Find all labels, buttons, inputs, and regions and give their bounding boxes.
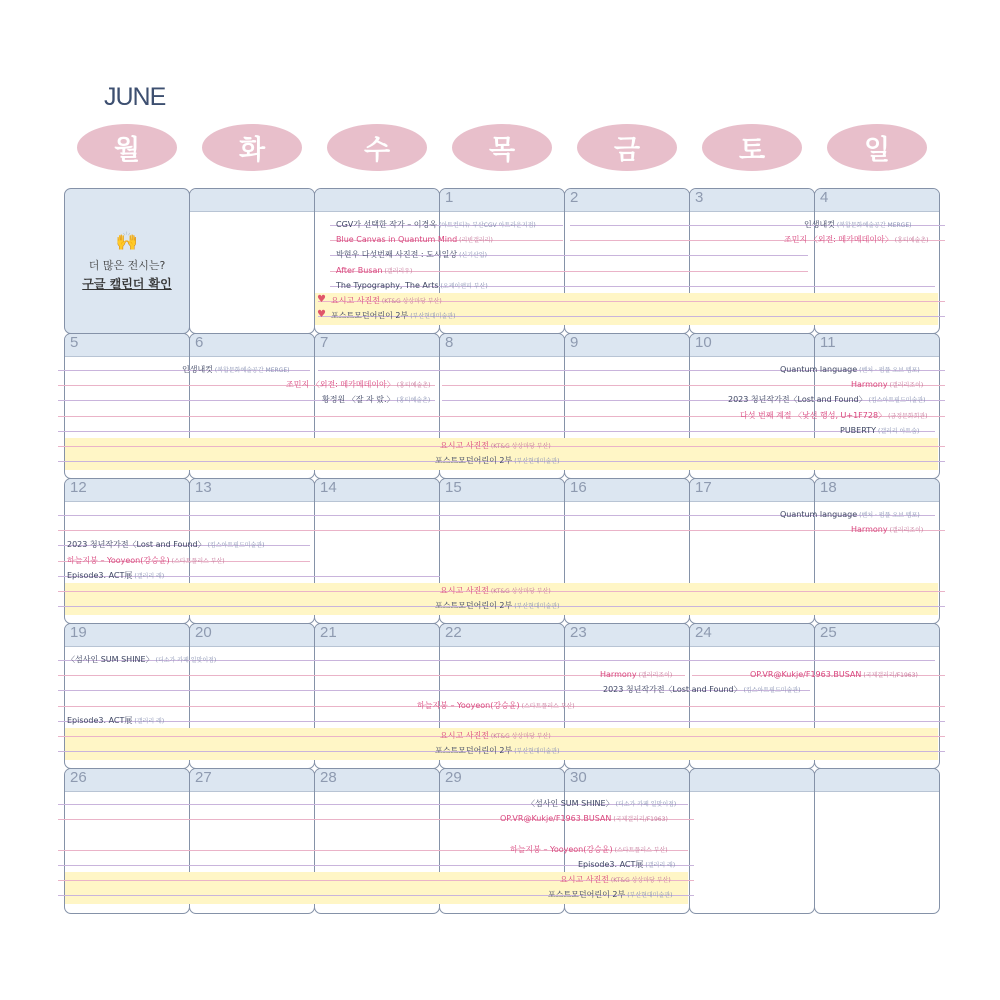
event-span-line [58,675,685,676]
weekday-thu: 목 [452,124,552,171]
day-number: 2 [570,189,579,206]
event-label[interactable] [440,586,551,597]
event-label[interactable] [527,799,676,810]
day-number: 25 [820,624,837,641]
heart-icon: ♥ [317,309,326,321]
heart-icon: ♥ [317,294,326,305]
event-label[interactable] [780,510,920,521]
event-title: Episode3. ACT展 [67,570,133,580]
event-label[interactable] [560,875,671,886]
event-venue: (갤러리 아트숨) [877,427,920,435]
event-label[interactable] [851,525,923,536]
event-span-line [58,530,945,531]
event-title: 인생내컷 [182,365,213,374]
event-label[interactable] [784,235,928,246]
event-venue: (갤러리 래) [134,717,165,725]
event-label[interactable] [728,395,925,406]
day-number: 1 [445,189,454,206]
event-label[interactable] [435,601,559,612]
event-venue: (KT&G 상상마당 부산) [610,877,671,884]
day-number: 21 [320,624,337,641]
event-label[interactable] [336,220,536,231]
event-label[interactable] [440,441,551,452]
day-number: 7 [320,334,329,351]
day-number: 26 [70,769,87,786]
event-title: 포스트모던어린이 2부 [435,601,513,611]
event-label[interactable] [67,716,164,727]
event-span-line [58,431,935,432]
day-header [190,189,314,212]
day-cell [189,188,315,334]
event-title: 〈섬사인 SUM SHINE〉 [527,799,614,808]
event-venue: (갤러리조이) [889,382,924,390]
day-number: 4 [820,189,829,206]
event-label[interactable] [740,411,928,422]
day-header [815,769,939,792]
event-label[interactable] [578,860,675,871]
day-header [690,769,814,792]
event-venue: (스타트플러스 부산) [171,557,225,565]
event-title: Episode3. ACT展 [578,859,644,869]
day-number: 22 [445,624,462,641]
weekday-sun: 일 [827,124,927,171]
event-label[interactable] [500,814,668,825]
event-label[interactable] [851,380,923,391]
day-number: 20 [195,624,212,641]
event-label[interactable] [286,380,430,391]
event-venue: (스타트플러스 부산) [614,846,668,854]
event-title: 인생내컷 [804,220,835,229]
day-number: 29 [445,769,462,786]
event-venue: (부산현대미술관) [514,748,560,756]
event-title: 〈섬사인 SUM SHINE〉 [67,655,154,664]
event-label[interactable] [336,235,493,246]
event-label[interactable] [780,365,920,376]
event-title: 박현우 다섯번째 사진전 : 도시일상 [336,250,458,260]
event-title: 하늘지붕 – Yooyeon(강승윤) [510,844,613,854]
event-venue: (KT&G 상상마당 부산) [490,733,551,740]
day-number: 12 [70,479,87,496]
event-title: 2023 청년작가전〈Lost and Found〉 [603,685,742,695]
event-label[interactable] [600,670,672,681]
day-header [565,189,689,212]
event-title: OP.VR@Kukje/F1963.BUSAN [750,670,862,680]
event-venue: (국제갤러리/F1963) [863,672,918,680]
event-venue: (스타트플러스 부산) [521,702,575,710]
event-label[interactable] [336,250,487,261]
day-number: 9 [570,334,579,351]
event-title: 요시고 사진전 [560,875,609,884]
event-venue: (부산현대미술관) [514,458,560,466]
day-cell [689,768,815,914]
day-header [440,334,564,357]
event-venue: (부산현대미술관) [514,603,560,611]
event-venue: (벤처 · 펌플 오브 템포) [859,512,920,519]
event-label[interactable] [750,670,918,681]
event-label[interactable] [840,426,919,437]
event-label[interactable] [417,701,575,712]
promo-question: 더 많은 전시는? [88,259,166,272]
event-title: 황정원 〈잘 자 랐.〉 [322,395,395,405]
event-venue: (홍티예술촌) [396,397,431,405]
weekday-mon: 월 [77,124,177,171]
event-venue: (벤처 · 펌플 오브 템포) [859,367,920,374]
event-venue: (아트컨티뉴 부산CGV 아트라운지점) [438,222,536,229]
event-title: 하늘지붕 – Yooyeon(강승윤) [417,700,520,710]
day-header [315,334,439,357]
day-number: 15 [445,479,462,496]
event-title: 2023 청년작가전〈Lost and Found〉 [728,395,867,405]
event-title: 요시고 사진전 [331,296,380,305]
day-header [815,189,939,212]
event-title: 요시고 사진전 [440,731,489,740]
event-venue: (갤러리조이) [638,672,673,680]
event-venue: (KT&G 상상마당 부산) [490,443,551,450]
day-number: 28 [320,769,337,786]
event-title: 하늘지붕 – Yooyeon(강승윤) [67,555,170,565]
event-venue: (KT&G 상상마당 부산) [381,298,442,305]
day-header [690,189,814,212]
event-title: The Typography, The Arts [336,280,439,290]
google-calendar-promo[interactable] [64,188,190,334]
event-venue: (KT&G 상상마당 부산) [490,588,551,595]
event-venue: (금정문화회관) [888,412,928,420]
event-venue: (국제갤러리/F1963) [613,816,668,824]
event-label[interactable] [548,890,672,901]
day-number: 5 [70,334,79,351]
day-number: 11 [820,334,836,351]
event-venue: (킴스아트필드미술관) [743,687,801,695]
event-venue: (리빈갤러리) [459,237,493,245]
event-span-line [58,721,945,722]
event-label[interactable] [67,540,264,551]
event-title: 포스트모던어린이 2부 [435,746,513,756]
event-title: After Busan [336,265,383,275]
event-label[interactable] [331,296,442,307]
event-title: Harmony [851,380,888,390]
event-venue: (더소가 카페 일맞이점) [615,801,677,808]
day-number: 13 [195,479,212,496]
day-header [315,189,439,212]
event-title: 포스트모던어린이 2부 [331,311,409,321]
google-calendar-link[interactable]: 구글 캘린더 확인 [82,277,172,291]
event-venue: (갤러리우) [384,267,413,275]
event-title: Harmony [851,525,888,535]
event-title: CGV가 선택한 작가 – 이경옥 [336,220,437,229]
event-title: Episode3. ACT展 [67,715,133,725]
event-venue: (갤러리 래) [134,572,165,580]
day-header [65,334,189,357]
month-title: JUNE [104,83,166,111]
weekday-sat: 토 [702,124,802,171]
event-title: Blue Canvas in Quantum Mind [336,235,458,245]
event-venue: (홍티예술촌) [396,382,431,390]
day-header [565,334,689,357]
weekday-fri: 금 [577,124,677,171]
event-label[interactable] [322,395,430,406]
event-label[interactable] [67,556,225,567]
event-title: 요시고 사진전 [440,441,489,450]
event-venue: (홍티예술촌) [894,237,929,245]
event-venue: (오케이앤피 부산) [440,282,488,290]
event-title: Quantum language [780,510,858,519]
event-label[interactable] [440,731,551,742]
event-title: Quantum language [780,365,858,374]
event-venue: (갤러리 래) [645,861,676,869]
event-venue: (부산현대미술관) [627,892,673,900]
event-label[interactable] [331,311,455,322]
event-venue: (신기산업) [459,252,487,260]
event-title: 포스트모던어린이 2부 [548,890,626,900]
day-number: 27 [195,769,212,786]
event-venue: (복합문화예술공간 MERGE) [836,222,912,229]
event-title: Harmony [600,670,637,680]
day-number: 16 [570,479,587,496]
event-label[interactable] [182,365,289,376]
day-cell [814,768,940,914]
day-number: 3 [695,189,704,206]
event-venue: (복합문화예술공간 MERGE) [214,367,290,374]
day-number: 10 [695,334,712,351]
event-title: 다섯 번째 계절 〈낯선 행성, U+1F728〉 [740,410,887,420]
day-number: 30 [570,769,587,786]
day-header [440,189,564,212]
event-venue: (킴스아트필드미술관) [207,542,265,550]
event-title: 조민지 〈외전: 메카메데이아〉 [784,235,893,245]
event-title: 포스트모던어린이 2부 [435,456,513,466]
event-label[interactable] [67,655,216,666]
event-title: 요시고 사진전 [440,586,489,595]
day-number: 6 [195,334,204,351]
day-number: 23 [570,624,587,641]
weekday-wed: 수 [327,124,427,171]
event-label[interactable] [804,220,911,231]
day-number: 8 [445,334,454,351]
event-title: PUBERTY [840,425,876,435]
day-number: 24 [695,624,712,641]
event-label[interactable] [435,456,559,467]
event-title: OP.VR@Kukje/F1963.BUSAN [500,814,612,824]
event-title: 2023 청년작가전〈Lost and Found〉 [67,540,206,550]
event-venue: (더소가 카페 일맞이점) [155,657,217,664]
day-header [190,334,314,357]
day-number: 18 [820,479,837,496]
event-venue: (부산현대미술관) [410,313,456,321]
event-title: 조민지 〈외전: 메카메데이아〉 [286,380,395,390]
day-number: 19 [70,624,87,641]
event-label[interactable] [435,746,559,757]
day-number: 17 [695,479,712,496]
event-label[interactable] [336,266,412,277]
event-label[interactable] [510,845,668,856]
event-venue: (갤러리조이) [889,527,924,535]
day-number: 14 [320,479,337,496]
raised-hands-icon: 🙌 [115,231,139,252]
event-label[interactable] [67,571,164,582]
event-venue: (킴스아트필드미술관) [868,397,926,405]
event-label[interactable] [603,685,800,696]
event-label[interactable] [336,281,488,292]
weekday-tue: 화 [202,124,302,171]
